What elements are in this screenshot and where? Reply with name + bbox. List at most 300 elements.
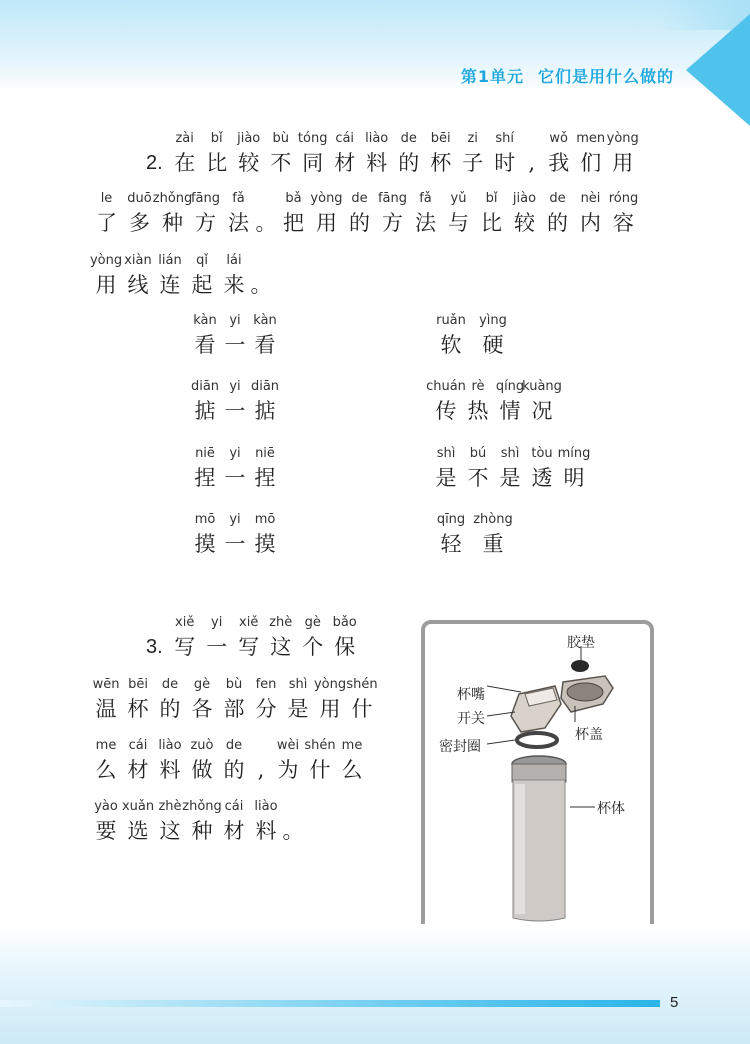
q2-number: 2.	[146, 152, 163, 174]
hanzi: 什	[309, 758, 331, 782]
pinyin: lián	[158, 253, 182, 268]
hanzi: 材	[334, 151, 356, 175]
ruby-char	[90, 252, 122, 300]
hanzi: 是	[287, 697, 309, 721]
pinyin: fǎ	[419, 191, 432, 206]
ruby-char	[574, 190, 607, 238]
ruby-char	[329, 130, 361, 178]
pinyin: xiàn	[124, 253, 152, 268]
ruby-char	[343, 190, 376, 238]
pinyin: lái	[226, 253, 242, 268]
ruby-char	[472, 312, 514, 360]
pinyin: fen	[255, 677, 277, 692]
hanzi: 来	[223, 273, 245, 297]
ruby-char	[220, 445, 250, 493]
pinyin: jiào	[512, 191, 537, 206]
hanzi: 要	[95, 819, 117, 843]
hanzi: 内	[580, 211, 601, 235]
ruby-char	[218, 798, 250, 846]
hanzi: 用	[316, 211, 337, 235]
pinyin: fāng	[190, 191, 221, 206]
ruby-char	[201, 614, 233, 662]
ruby-char	[430, 312, 472, 360]
hanzi: 们	[580, 151, 602, 175]
q2-line-1	[146, 130, 639, 178]
pinyin: me	[95, 738, 117, 753]
hanzi: 比	[481, 211, 502, 235]
content-item[interactable]	[430, 312, 514, 360]
pinyin: bú	[469, 446, 487, 461]
ruby-char	[297, 614, 329, 662]
pinyin: mō	[254, 512, 276, 527]
hanzi: 么	[95, 758, 117, 782]
hanzi: 子	[462, 151, 484, 175]
ruby-char	[409, 190, 442, 238]
pinyin: wēn	[92, 677, 120, 692]
ruby-char	[122, 737, 154, 785]
hanzi: 情	[499, 399, 521, 423]
gasket-icon	[571, 660, 589, 672]
pinyin: bù	[225, 677, 243, 692]
ruby-char	[90, 737, 122, 785]
ruby-char	[123, 190, 156, 238]
pinyin: tóng	[297, 131, 328, 146]
hanzi: 较	[238, 151, 260, 175]
ruby-char	[222, 190, 255, 238]
pinyin: zài	[175, 131, 194, 146]
pinyin: bù	[272, 131, 289, 146]
hanzi: 软	[440, 333, 462, 357]
pinyin: me	[341, 738, 363, 753]
hanzi: 多	[129, 211, 150, 235]
pinyin: yòng	[89, 253, 123, 268]
pinyin: liào	[254, 799, 278, 814]
hanzi: ,	[257, 758, 265, 782]
pinyin: cái	[224, 799, 244, 814]
hanzi: 的	[349, 211, 370, 235]
ruby-char	[346, 676, 378, 724]
hanzi: 看	[194, 333, 216, 357]
ruby-char	[442, 190, 475, 238]
ruby-char	[122, 676, 154, 724]
ruby-char	[186, 737, 218, 785]
ruby-char	[186, 252, 218, 300]
ruby-char	[304, 737, 336, 785]
hanzi: 同	[302, 151, 324, 175]
pinyin: bǐ	[485, 191, 498, 206]
ruby-char	[297, 130, 329, 178]
hanzi: 时	[494, 151, 516, 175]
pinyin: de	[351, 191, 368, 206]
ruby-char	[250, 676, 282, 724]
pinyin: shì	[500, 446, 520, 461]
pinyin: qǐ	[196, 253, 208, 268]
hanzi: 法	[228, 211, 249, 235]
ruby-char	[233, 130, 265, 178]
ruby-char	[277, 190, 310, 238]
hanzi: 料	[255, 819, 277, 843]
hanzi: 。	[282, 819, 304, 843]
hanzi: 捏	[194, 466, 216, 490]
hanzi: 么	[341, 758, 363, 782]
q2-line-2	[90, 190, 640, 238]
hanzi: 比	[206, 151, 228, 175]
ruby-char	[393, 130, 425, 178]
hanzi: 轻	[440, 532, 462, 556]
pinyin: wèi	[276, 738, 300, 753]
hanzi: 的	[547, 211, 568, 235]
hanzi: 的	[223, 758, 245, 782]
pinyin: ruǎn	[436, 313, 466, 328]
hanzi: 一	[206, 635, 228, 659]
pinyin: yào	[94, 799, 118, 814]
hanzi: 硬	[482, 333, 504, 357]
hanzi: 方	[195, 211, 216, 235]
pinyin: gè	[193, 677, 211, 692]
pinyin: de	[549, 191, 566, 206]
pinyin: kuàng	[522, 379, 562, 394]
hanzi: 这	[270, 635, 292, 659]
hanzi: 什	[351, 697, 373, 721]
hanzi: 用	[95, 273, 117, 297]
hanzi: 线	[127, 273, 149, 297]
hanzi: 用	[319, 697, 341, 721]
pinyin: niē	[195, 446, 215, 461]
pinyin: bēi	[430, 131, 451, 146]
pinyin: fāng	[377, 191, 408, 206]
pinyin: kàn	[193, 313, 217, 328]
pinyin: yi	[229, 379, 241, 394]
ruby-char	[152, 190, 193, 238]
hanzi: 写	[238, 635, 260, 659]
pinyin: cái	[128, 738, 148, 753]
hanzi: 把	[283, 211, 304, 235]
ruby-char	[90, 676, 122, 724]
pinyin: kàn	[253, 313, 277, 328]
page-number: 5	[670, 994, 679, 1011]
pinyin: rè	[471, 379, 485, 394]
ruby-char	[541, 190, 574, 238]
pinyin: zhè	[269, 615, 293, 630]
pinyin: míng	[557, 446, 591, 461]
ruby-char	[201, 130, 233, 178]
hanzi: 况	[531, 399, 553, 423]
ruby-char	[430, 511, 472, 559]
ruby-char	[462, 378, 494, 426]
seal-icon	[517, 733, 557, 747]
pinyin: tòu	[531, 446, 553, 461]
hanzi: 保	[334, 635, 356, 659]
punctuation	[250, 252, 272, 300]
ruby-char	[218, 737, 250, 785]
hanzi: 明	[563, 466, 585, 490]
hanzi: 透	[531, 466, 553, 490]
pinyin: xiě	[175, 615, 195, 630]
hanzi: 材	[223, 819, 245, 843]
content-item[interactable]	[430, 511, 514, 559]
hanzi: 的	[398, 151, 420, 175]
footer-band	[0, 924, 750, 1044]
ruby-char	[190, 378, 220, 426]
ruby-char	[272, 737, 304, 785]
footer-bar	[0, 1000, 660, 1007]
hanzi: 方	[382, 211, 403, 235]
pinyin: bēi	[128, 677, 148, 692]
hanzi: 一	[224, 532, 246, 556]
ruby-char	[250, 312, 280, 360]
ruby-char	[475, 190, 508, 238]
pinyin: shì	[288, 677, 308, 692]
ruby-char	[182, 798, 222, 846]
ruby-char	[220, 312, 250, 360]
pinyin: niē	[255, 446, 275, 461]
method-item[interactable]	[190, 511, 280, 559]
hanzi: 是	[499, 466, 521, 490]
hanzi: 在	[174, 151, 196, 175]
content-item[interactable]	[426, 378, 562, 426]
pinyin: zuò	[190, 738, 214, 753]
pinyin: yòng	[310, 191, 343, 206]
ruby-char	[472, 511, 514, 559]
ruby-char	[250, 378, 280, 426]
pinyin: gè	[304, 615, 321, 630]
hanzi: 起	[191, 273, 213, 297]
label-seal: 密封圈	[439, 739, 481, 755]
ruby-char	[250, 511, 280, 559]
ruby-char	[190, 312, 220, 360]
ruby-char	[190, 445, 220, 493]
pinyin: zhǒng	[182, 799, 222, 814]
hanzi: 个	[302, 635, 324, 659]
punctuation	[250, 737, 272, 785]
hanzi: 用	[612, 151, 634, 175]
hanzi: 重	[482, 532, 504, 556]
method-item[interactable]	[190, 445, 280, 493]
ruby-char	[122, 798, 154, 846]
q3-number: 3.	[146, 636, 163, 658]
hanzi: 分	[255, 697, 277, 721]
pinyin: qīng	[436, 512, 466, 527]
pinyin: zi	[467, 131, 478, 146]
pinyin: cái	[335, 131, 355, 146]
ruby-char	[543, 130, 575, 178]
hanzi: 较	[514, 211, 535, 235]
hanzi: 摸	[194, 532, 216, 556]
pinyin: yi	[229, 313, 241, 328]
ruby-char	[376, 190, 409, 238]
pinyin: liào	[365, 131, 389, 146]
ruby-char	[189, 190, 222, 238]
label-body: 杯体	[597, 801, 625, 817]
ruby-char	[457, 130, 489, 178]
method-item[interactable]	[190, 378, 280, 426]
ruby-char	[250, 798, 282, 846]
hanzi: 摸	[254, 532, 276, 556]
ruby-char	[426, 378, 466, 426]
punctuation	[282, 798, 304, 846]
ruby-char	[361, 130, 393, 178]
hanzi: 一	[224, 399, 246, 423]
hanzi: 与	[448, 211, 469, 235]
ruby-char	[526, 445, 558, 493]
pinyin: nèi	[580, 191, 601, 206]
hanzi: 了	[96, 211, 117, 235]
pinyin: shén	[304, 738, 336, 753]
hanzi: 一	[224, 466, 246, 490]
pinyin: xiě	[239, 615, 259, 630]
q3-line-4	[90, 798, 304, 846]
pinyin: mō	[194, 512, 216, 527]
ruby-char	[154, 676, 186, 724]
ruby-char	[265, 614, 297, 662]
pinyin: de	[225, 738, 243, 753]
hanzi: 的	[159, 697, 181, 721]
ruby-char	[218, 252, 250, 300]
hanzi: 一	[224, 333, 246, 357]
hanzi: 掂	[254, 399, 276, 423]
hanzi: 杯	[430, 151, 452, 175]
pinyin: liào	[158, 738, 182, 753]
pinyin: jiào	[237, 131, 261, 146]
hanzi: 看	[254, 333, 276, 357]
hanzi: 为	[277, 758, 299, 782]
hanzi: 不	[270, 151, 292, 175]
ruby-char	[154, 252, 186, 300]
hanzi: 杯	[127, 697, 149, 721]
ruby-char	[508, 190, 541, 238]
q3-line-1	[146, 614, 361, 662]
hanzi: 。	[250, 273, 272, 297]
pinyin: yi	[229, 446, 241, 461]
pinyin: de	[400, 131, 417, 146]
header-triangle	[686, 14, 750, 126]
hanzi: 这	[159, 819, 181, 843]
thermos-illustration	[425, 624, 650, 939]
pinyin: chuán	[426, 379, 466, 394]
pinyin: bǎ	[285, 191, 302, 206]
pinyin: bǐ	[210, 131, 223, 146]
pinyin: yi	[229, 512, 241, 527]
pinyin: yǔ	[450, 191, 467, 206]
hanzi: 料	[159, 758, 181, 782]
pinyin: yòng	[313, 677, 347, 692]
pinyin: qíng	[495, 379, 525, 394]
ruby-char	[494, 445, 526, 493]
ruby-char	[233, 614, 265, 662]
ruby-char	[90, 798, 122, 846]
hanzi: ,	[528, 151, 536, 175]
ruby-char	[310, 190, 343, 238]
ruby-char	[186, 676, 218, 724]
q3-line-3	[90, 737, 368, 785]
ruby-char	[425, 130, 457, 178]
hanzi: 捏	[254, 466, 276, 490]
ruby-char	[90, 190, 123, 238]
hanzi: 做	[191, 758, 213, 782]
ruby-char	[607, 130, 639, 178]
punctuation	[521, 130, 543, 178]
pinyin: wǒ	[549, 131, 568, 146]
pinyin: shì	[436, 446, 456, 461]
hanzi: 选	[127, 819, 149, 843]
ruby-char	[154, 737, 186, 785]
ruby-char	[190, 511, 220, 559]
ruby-char	[282, 676, 314, 724]
hanzi: 各	[191, 697, 213, 721]
pinyin: róng	[608, 191, 639, 206]
unit-title: 第1单元 它们是用什么做的	[460, 67, 674, 86]
ruby-char	[314, 676, 346, 724]
hanzi: 料	[366, 151, 388, 175]
pinyin: men	[576, 131, 606, 146]
pinyin: de	[161, 677, 179, 692]
ruby-char	[220, 511, 250, 559]
pinyin: diān	[250, 379, 280, 394]
hanzi: 法	[415, 211, 436, 235]
pinyin: yi	[211, 615, 223, 630]
hanzi: 。	[255, 211, 277, 235]
thermos-figure	[421, 620, 654, 943]
pinyin: yìng	[479, 313, 507, 328]
hanzi: 传	[435, 399, 457, 423]
pinyin: zhǒng	[152, 191, 193, 206]
ruby-char	[607, 190, 640, 238]
pinyin: duō	[127, 191, 152, 206]
hanzi: 是	[435, 466, 457, 490]
pinyin: fǎ	[232, 191, 245, 206]
ruby-char	[218, 676, 250, 724]
label-gasket: 胶垫	[567, 635, 595, 651]
ruby-char	[169, 130, 201, 178]
pinyin: diān	[190, 379, 220, 394]
pinyin: shén	[346, 677, 378, 692]
punctuation	[255, 190, 277, 238]
ruby-char	[154, 798, 186, 846]
ruby-char	[329, 614, 361, 662]
pinyin: le	[100, 191, 113, 206]
hanzi: 种	[162, 211, 183, 235]
label-lid: 杯盖	[575, 727, 603, 743]
pinyin: zhòng	[473, 512, 513, 527]
hanzi: 种	[191, 819, 213, 843]
hanzi: 不	[467, 466, 489, 490]
hanzi: 掂	[194, 399, 216, 423]
ruby-char	[462, 445, 494, 493]
ruby-char	[265, 130, 297, 178]
label-switch: 开关	[457, 711, 485, 727]
content-item[interactable]	[430, 445, 590, 493]
ruby-char	[558, 445, 590, 493]
method-item[interactable]	[190, 312, 280, 360]
q3-line-2	[90, 676, 378, 724]
ruby-char	[220, 378, 250, 426]
ruby-char	[250, 445, 280, 493]
hanzi: 热	[467, 399, 489, 423]
pinyin: yòng	[606, 131, 639, 146]
ruby-char	[122, 252, 154, 300]
ruby-char	[336, 737, 368, 785]
ruby-char	[169, 614, 201, 662]
pinyin: zhè	[158, 799, 182, 814]
pinyin: xuǎn	[121, 799, 155, 814]
ruby-char	[522, 378, 562, 426]
hanzi: 材	[127, 758, 149, 782]
hanzi: 我	[548, 151, 570, 175]
hanzi: 温	[95, 697, 117, 721]
hanzi: 部	[223, 697, 245, 721]
hanzi: 容	[613, 211, 634, 235]
ruby-char	[430, 445, 462, 493]
